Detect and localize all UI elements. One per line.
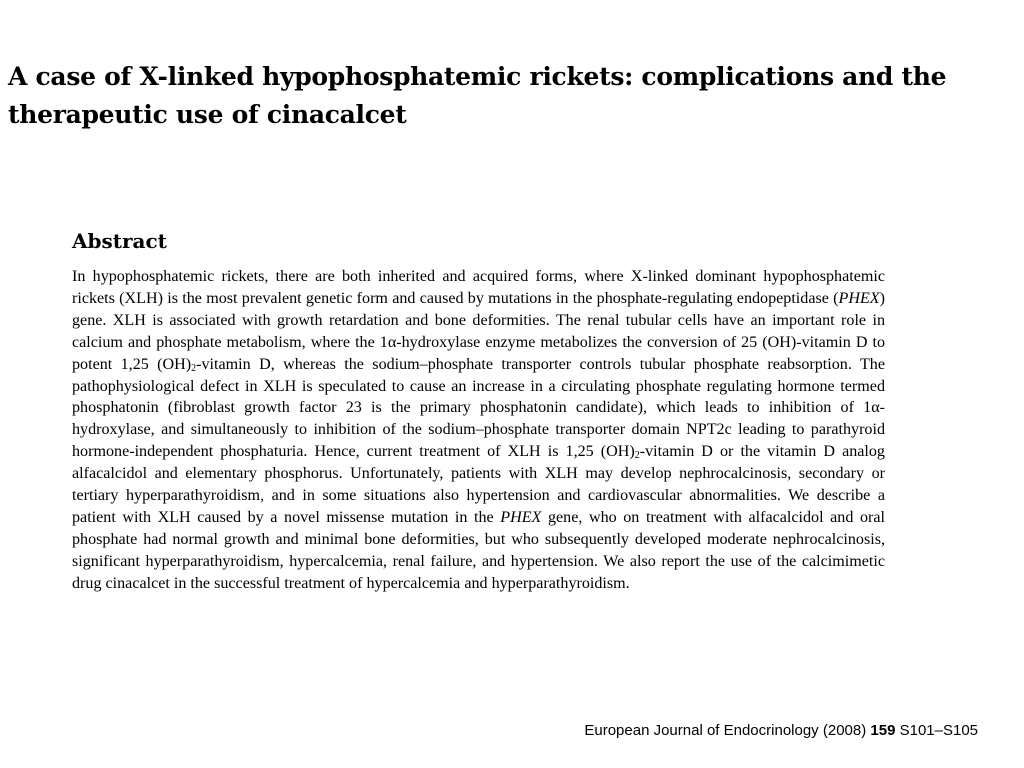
abstract-text-1: In hypophosphatemic rickets, there are both inherited and acquired forms, where X-linked dominant hypophosphatemic rickets (XLH) is the most prevalent genetic form and caused by mutations in the phosphate-regulating endopeptidase ( (72, 268, 885, 307)
abstract-text-2: ) gene. XLH is associated with growth retardation and bone deformities. The renal tubular cells have an important role in calcium and phosphate metabolism, where the 1α-hydroxylase enzyme metabolizes the conversion of 25 (OH)-vitamin D to potent 1,25 (OH) (72, 289, 885, 373)
abstract-heading: Abstract (72, 229, 167, 253)
citation-volume: 159 (870, 722, 896, 739)
citation-pages: S101–S105 (899, 722, 978, 739)
subscript: 2 (191, 362, 197, 374)
gene-name: PHEX (838, 289, 880, 307)
abstract-text-4: -vitamin D or the vitamin D analog alfacalcidol and elementary phosphorus. Unfortunately, patients with XLH may develop nephrocalcinosis, secondary or tertiary hyperparathyroidism, and in some situations also hypertension and cardiovascular abnormalities. We describe a patient with XLH caused by a novel missense mutation in the (72, 443, 885, 526)
gene-name: PHEX (500, 508, 542, 526)
abstract-text-5: gene, who on treatment with alfacalcidol and oral phosphate had normal growth and minimal bone deformities, but who subsequently developed moderate nephrocalcinosis, significant hyperparathyroidism, hypercalcemia, renal failure, and hypertension. We also report the use of the calcimimetic drug cinacalcet in the successful treatment of hypercalcemia and hyperparathyroidism. (72, 508, 885, 592)
abstract-text-3: -vitamin D, whereas the sodium–phosphate transporter controls tubular phosphate reabsorption. The pathophysiological defect in XLH is speculated to cause an increase in a circulating phosphate regulating hormone termed phosphatonin (fibroblast growth factor 23 is the primary phosphatonin candidate), which leads to inhibition of 1α-hydroxylase, and simultaneously to inhibition of the sodium–phosphate transporter domain NPT2c leading to parathyroid hormone-independent phosphaturia. Hence, current treatment of XLH is 1,25 (OH) (72, 355, 885, 461)
subscript: 2 (634, 450, 640, 462)
paper-title: A case of X-linked hypophosphatemic rickets: complications and the therapeutic use of cinacalcet (8, 62, 947, 129)
citation (584, 720, 978, 742)
abstract-body (72, 266, 885, 595)
citation-journal: European Journal of Endocrinology (2008) (584, 722, 867, 739)
